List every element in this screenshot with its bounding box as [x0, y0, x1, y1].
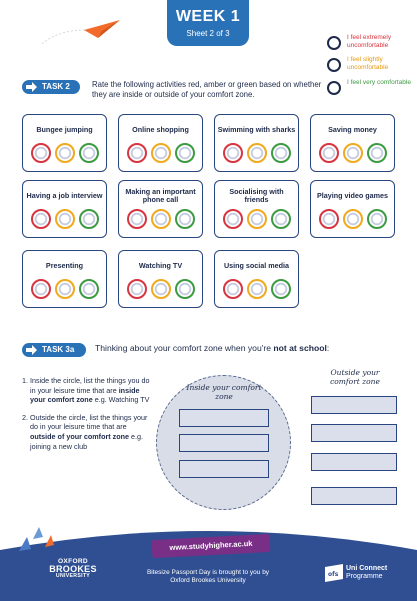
legend-item-green: I feel very comfortable [327, 79, 417, 101]
amber-rating-circle[interactable] [151, 279, 171, 299]
activity-card: Online shopping [118, 114, 203, 172]
outside-answer-box[interactable] [311, 396, 397, 414]
red-rating-circle[interactable] [319, 143, 339, 163]
activity-card: Having a job interview [22, 180, 107, 238]
green-rating-circle[interactable] [271, 279, 291, 299]
inside-zone-label: Inside your comfort zone [186, 383, 262, 401]
inside-answer-box[interactable] [179, 409, 269, 427]
legend-item-amber: I feel slightly uncomfortable [327, 56, 417, 78]
green-rating-circle[interactable] [175, 143, 195, 163]
amber-rating-circle[interactable] [55, 143, 75, 163]
amber-rating-circle[interactable] [247, 279, 267, 299]
red-rating-circle[interactable] [31, 279, 51, 299]
amber-rating-circle[interactable] [151, 209, 171, 229]
activity-card: Swimming with sharks [214, 114, 299, 172]
green-rating-circle[interactable] [175, 209, 195, 229]
outside-answer-box[interactable] [311, 453, 397, 471]
activity-card: Socialising with friends [214, 180, 299, 238]
green-rating-circle[interactable] [367, 143, 387, 163]
activity-card: Presenting [22, 250, 107, 308]
red-rating-circle[interactable] [223, 209, 243, 229]
activity-card: Watching TV [118, 250, 203, 308]
task3a-heading: Thinking about your comfort zone when you're not at school: [95, 343, 330, 353]
activity-card: Making an important phone call [118, 180, 203, 238]
red-rating-circle[interactable] [319, 209, 339, 229]
inside-answer-box[interactable] [179, 460, 269, 478]
legend-item-red: I feel extremely uncomfortable [327, 34, 417, 56]
red-rating-circle[interactable] [31, 143, 51, 163]
instruction-step: 1. Inside the circle, list the things you do in your leisure time that are inside your comfort zone e.g. Watching TV [22, 376, 150, 405]
red-rating-circle[interactable] [127, 209, 147, 229]
task2-instruction: Rate the following activities red, amber or green based on whether they are inside or outside of your comfort zone. [92, 80, 322, 99]
task3a-badge: TASK 3a [22, 343, 86, 357]
outside-answer-box[interactable] [311, 487, 397, 505]
task3a-instructions [22, 376, 150, 459]
amber-rating-circle[interactable] [343, 143, 363, 163]
outside-zone-label: Outside your comfort zone [330, 368, 380, 386]
activity-card: Playing video games [310, 180, 395, 238]
paper-shapes-icon [17, 525, 55, 553]
activity-card: Saving money [310, 114, 395, 172]
ofs-logo-icon [325, 564, 343, 582]
uni-connect-logo: ofs Uni Connect Programme [325, 563, 415, 587]
sheet-number: Sheet 2 of 3 [186, 29, 230, 38]
amber-circle-icon [327, 58, 341, 72]
amber-rating-circle[interactable] [343, 209, 363, 229]
amber-rating-circle[interactable] [55, 279, 75, 299]
red-rating-circle[interactable] [31, 209, 51, 229]
red-rating-circle[interactable] [127, 279, 147, 299]
studyhigher-link[interactable]: www.studyhigher.ac.uk [152, 534, 271, 558]
amber-rating-circle[interactable] [247, 143, 267, 163]
week-title: WEEK 1 [175, 8, 241, 25]
green-circle-icon [327, 81, 341, 95]
green-rating-circle[interactable] [175, 279, 195, 299]
green-rating-circle[interactable] [79, 143, 99, 163]
oxford-brookes-logo: OXFORD BROOKES UNIVERSITY [49, 558, 97, 579]
task2-badge: TASK 2 [22, 80, 80, 94]
red-rating-circle[interactable] [223, 143, 243, 163]
amber-rating-circle[interactable] [55, 209, 75, 229]
green-rating-circle[interactable] [271, 209, 291, 229]
footer-credit: Bitesize Passport Day is brought to you by Oxford Brookes University [146, 569, 270, 584]
amber-rating-circle[interactable] [151, 143, 171, 163]
week-header [167, 0, 249, 46]
outside-answer-box[interactable] [311, 424, 397, 442]
inside-answer-box[interactable] [179, 434, 269, 452]
red-circle-icon [327, 36, 341, 50]
green-rating-circle[interactable] [367, 209, 387, 229]
red-rating-circle[interactable] [127, 143, 147, 163]
green-rating-circle[interactable] [79, 279, 99, 299]
green-rating-circle[interactable] [271, 143, 291, 163]
green-rating-circle[interactable] [79, 209, 99, 229]
plane-trail-decoration [40, 26, 90, 46]
paper-plane-icon [84, 18, 120, 40]
red-rating-circle[interactable] [223, 279, 243, 299]
activity-card: Using social media [214, 250, 299, 308]
activity-card: Bungee jumping [22, 114, 107, 172]
instruction-step: 2. Outside the circle, list the things your do in your leisure time that are outside of your comfort zone e.g. joining a new club [22, 412, 148, 451]
svg-text:ofs: ofs [328, 571, 339, 578]
arrow-icon [25, 345, 37, 355]
arrow-icon [25, 82, 37, 92]
amber-rating-circle[interactable] [247, 209, 267, 229]
